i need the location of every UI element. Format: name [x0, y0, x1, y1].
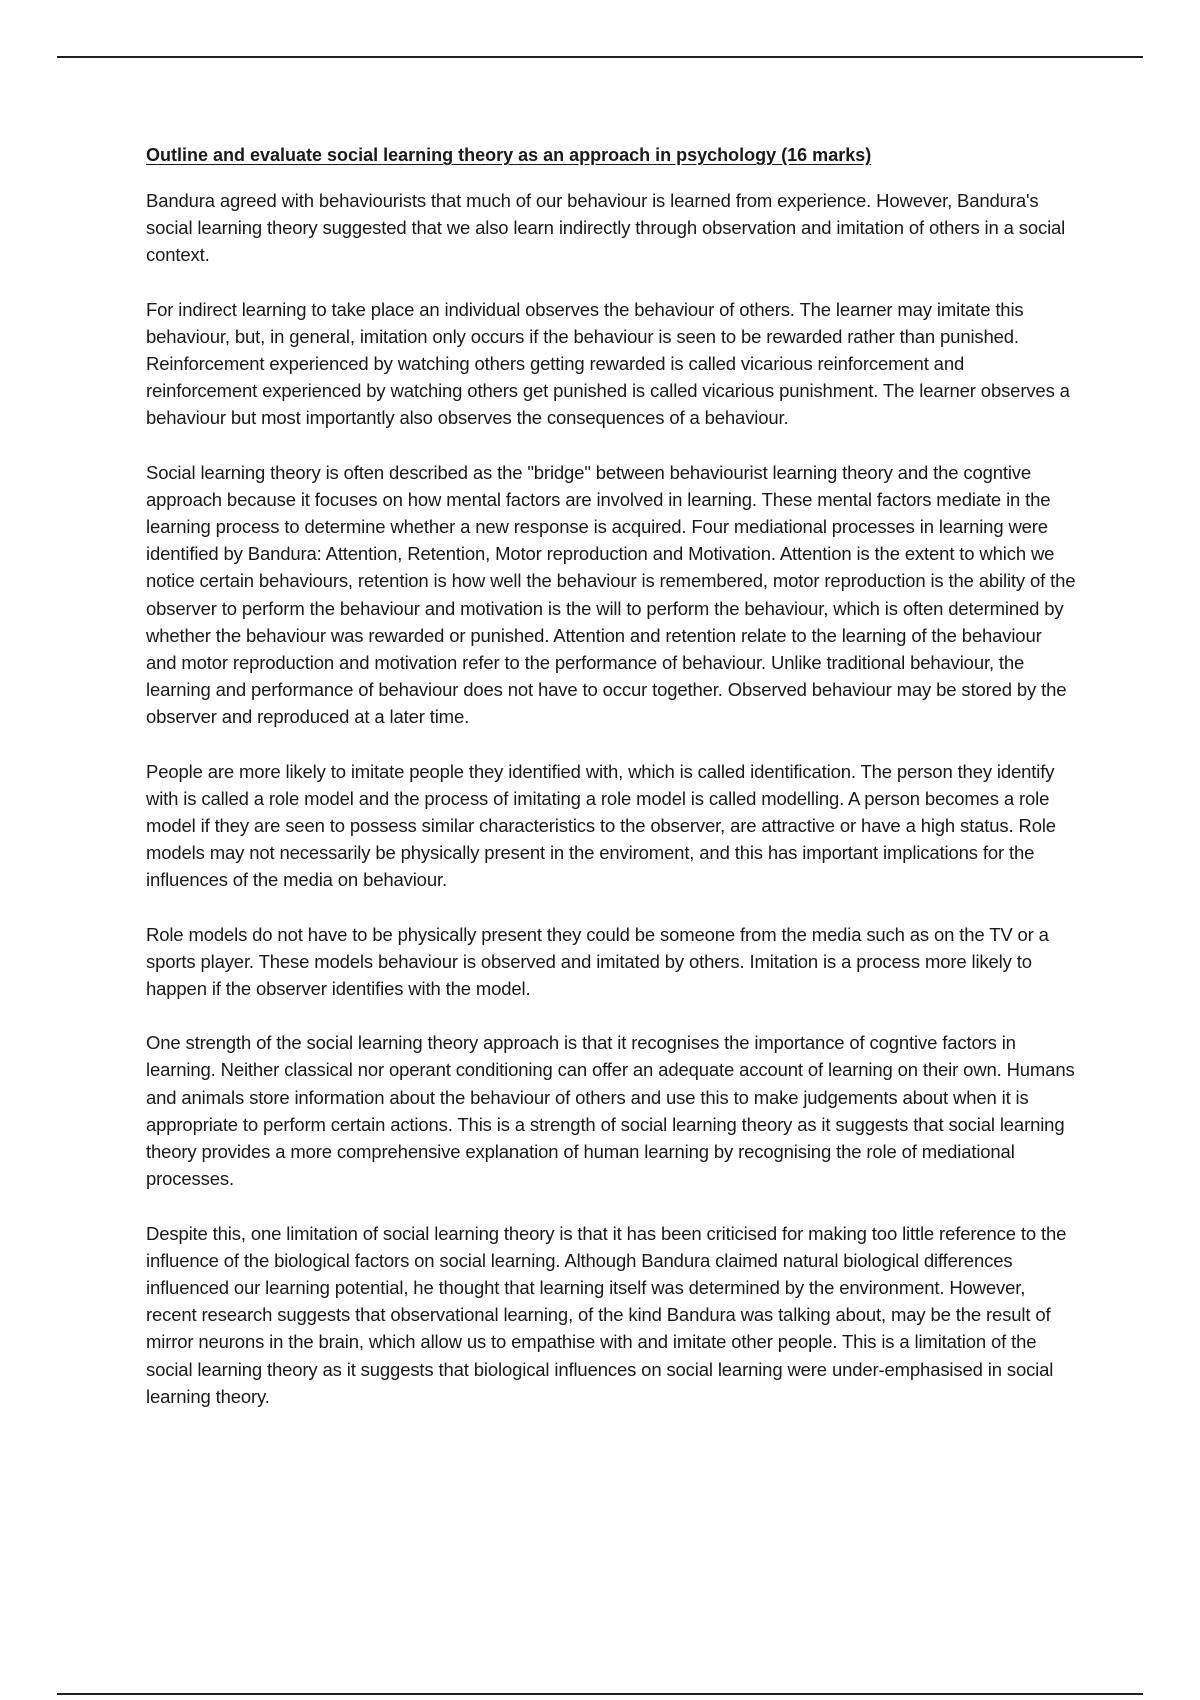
document-title: Outline and evaluate social learning theory as an approach in psychology (16 marks)	[146, 145, 872, 165]
paragraph-limitation: Despite this, one limitation of social learning theory is that it has been criticised for making too little reference to the influence of the biological factors on social learning. Although Bandura claimed natural biological differences influenced our learning potential, he thought that learning itself was determined by the environment. However, recent research suggests that observational learning, of the kind Bandura was talking about, may be the result of mirror neurons in the brain, which allow us to empathise with and imitate other people. This is a limitation of the social learning theory as it suggests that biological influences on social learning were under-emphasised in social learning theory.	[146, 1222, 1067, 1407]
document-body	[146, 143, 1076, 1437]
paragraph-identification: People are more likely to imitate people they identified with, which is called identification. The person they identify with is called a role model and the process of imitating a role model is called modelling. A person becomes a role model if they are seen to possess similar characteristics to the observer, are attractive or have a high status. Role models may not necessarily be physically present in the enviroment, and this has important implications for the influences of the media on behaviour.	[146, 760, 1056, 891]
header-rule	[57, 56, 1143, 58]
paragraph-intro: Bandura agreed with behaviourists that much of our behaviour is learned from experience. However, Bandura's social learning theory suggested that we also learn indirectly through observation and imitation of others in a social context.	[146, 190, 1066, 266]
paragraph-mediational-processes: Social learning theory is often described as the "bridge" between behaviourist learning theory and the cogntive approach because it focuses on how mental factors are involved in learning. These mental factors mediate in the learning process to determine whether a new response is acquired. Four mediational processes in learning were identified by Bandura: Attention, Retention, Motor reproduction and Motivation. Attention is the extent to which we notice certain behaviours, retention is how well the behaviour is remembered, motor reproduction is the ability of the observer to perform the behaviour and motivation is the will to perform the behaviour, which is often determined by whether the behaviour was rewarded or punished. Attention and retention relate to the learning of the behaviour and motor reproduction and motivation refer to the performance of behaviour. Unlike traditional behaviour, the learning and performance of behaviour does not have to occur together. Observed behaviour may be stored by the observer and reproduced at a later time.	[146, 461, 1076, 728]
paragraph-role-models: Role models do not have to be physically present they could be someone from the media such as on the TV or a sports player. These models behaviour is observed and imitated by others. Imitation is a process more likely to happen if the observer identifies with the model.	[146, 923, 1049, 1000]
paragraph-strength: One strength of the social learning theory approach is that it recognises the importance of cogntive factors in learning. Neither classical nor operant conditioning can offer an adequate account of learning on their own. Humans and animals store information about the behaviour of others and use this to make judgements about when it is appropriate to perform certain actions. This is a strength of social learning theory as it suggests that social learning theory provides a more comprehensive explanation of human learning by recognising the role of mediational processes.	[146, 1032, 1075, 1190]
paragraph-indirect-learning: For indirect learning to take place an individual observes the behaviour of others. The learner may imitate this behaviour, but, in general, imitation only occurs if the behaviour is seen to be rewarded rather than punished. Reinforcement experienced by watching others getting rewarded is called vicarious reinforcement and reinforcement experienced by watching others get punished is called vicarious punishment. The learner observes a behaviour but most importantly also observes the consequences of a behaviour.	[146, 298, 1070, 429]
footer-rule	[57, 1693, 1143, 1695]
